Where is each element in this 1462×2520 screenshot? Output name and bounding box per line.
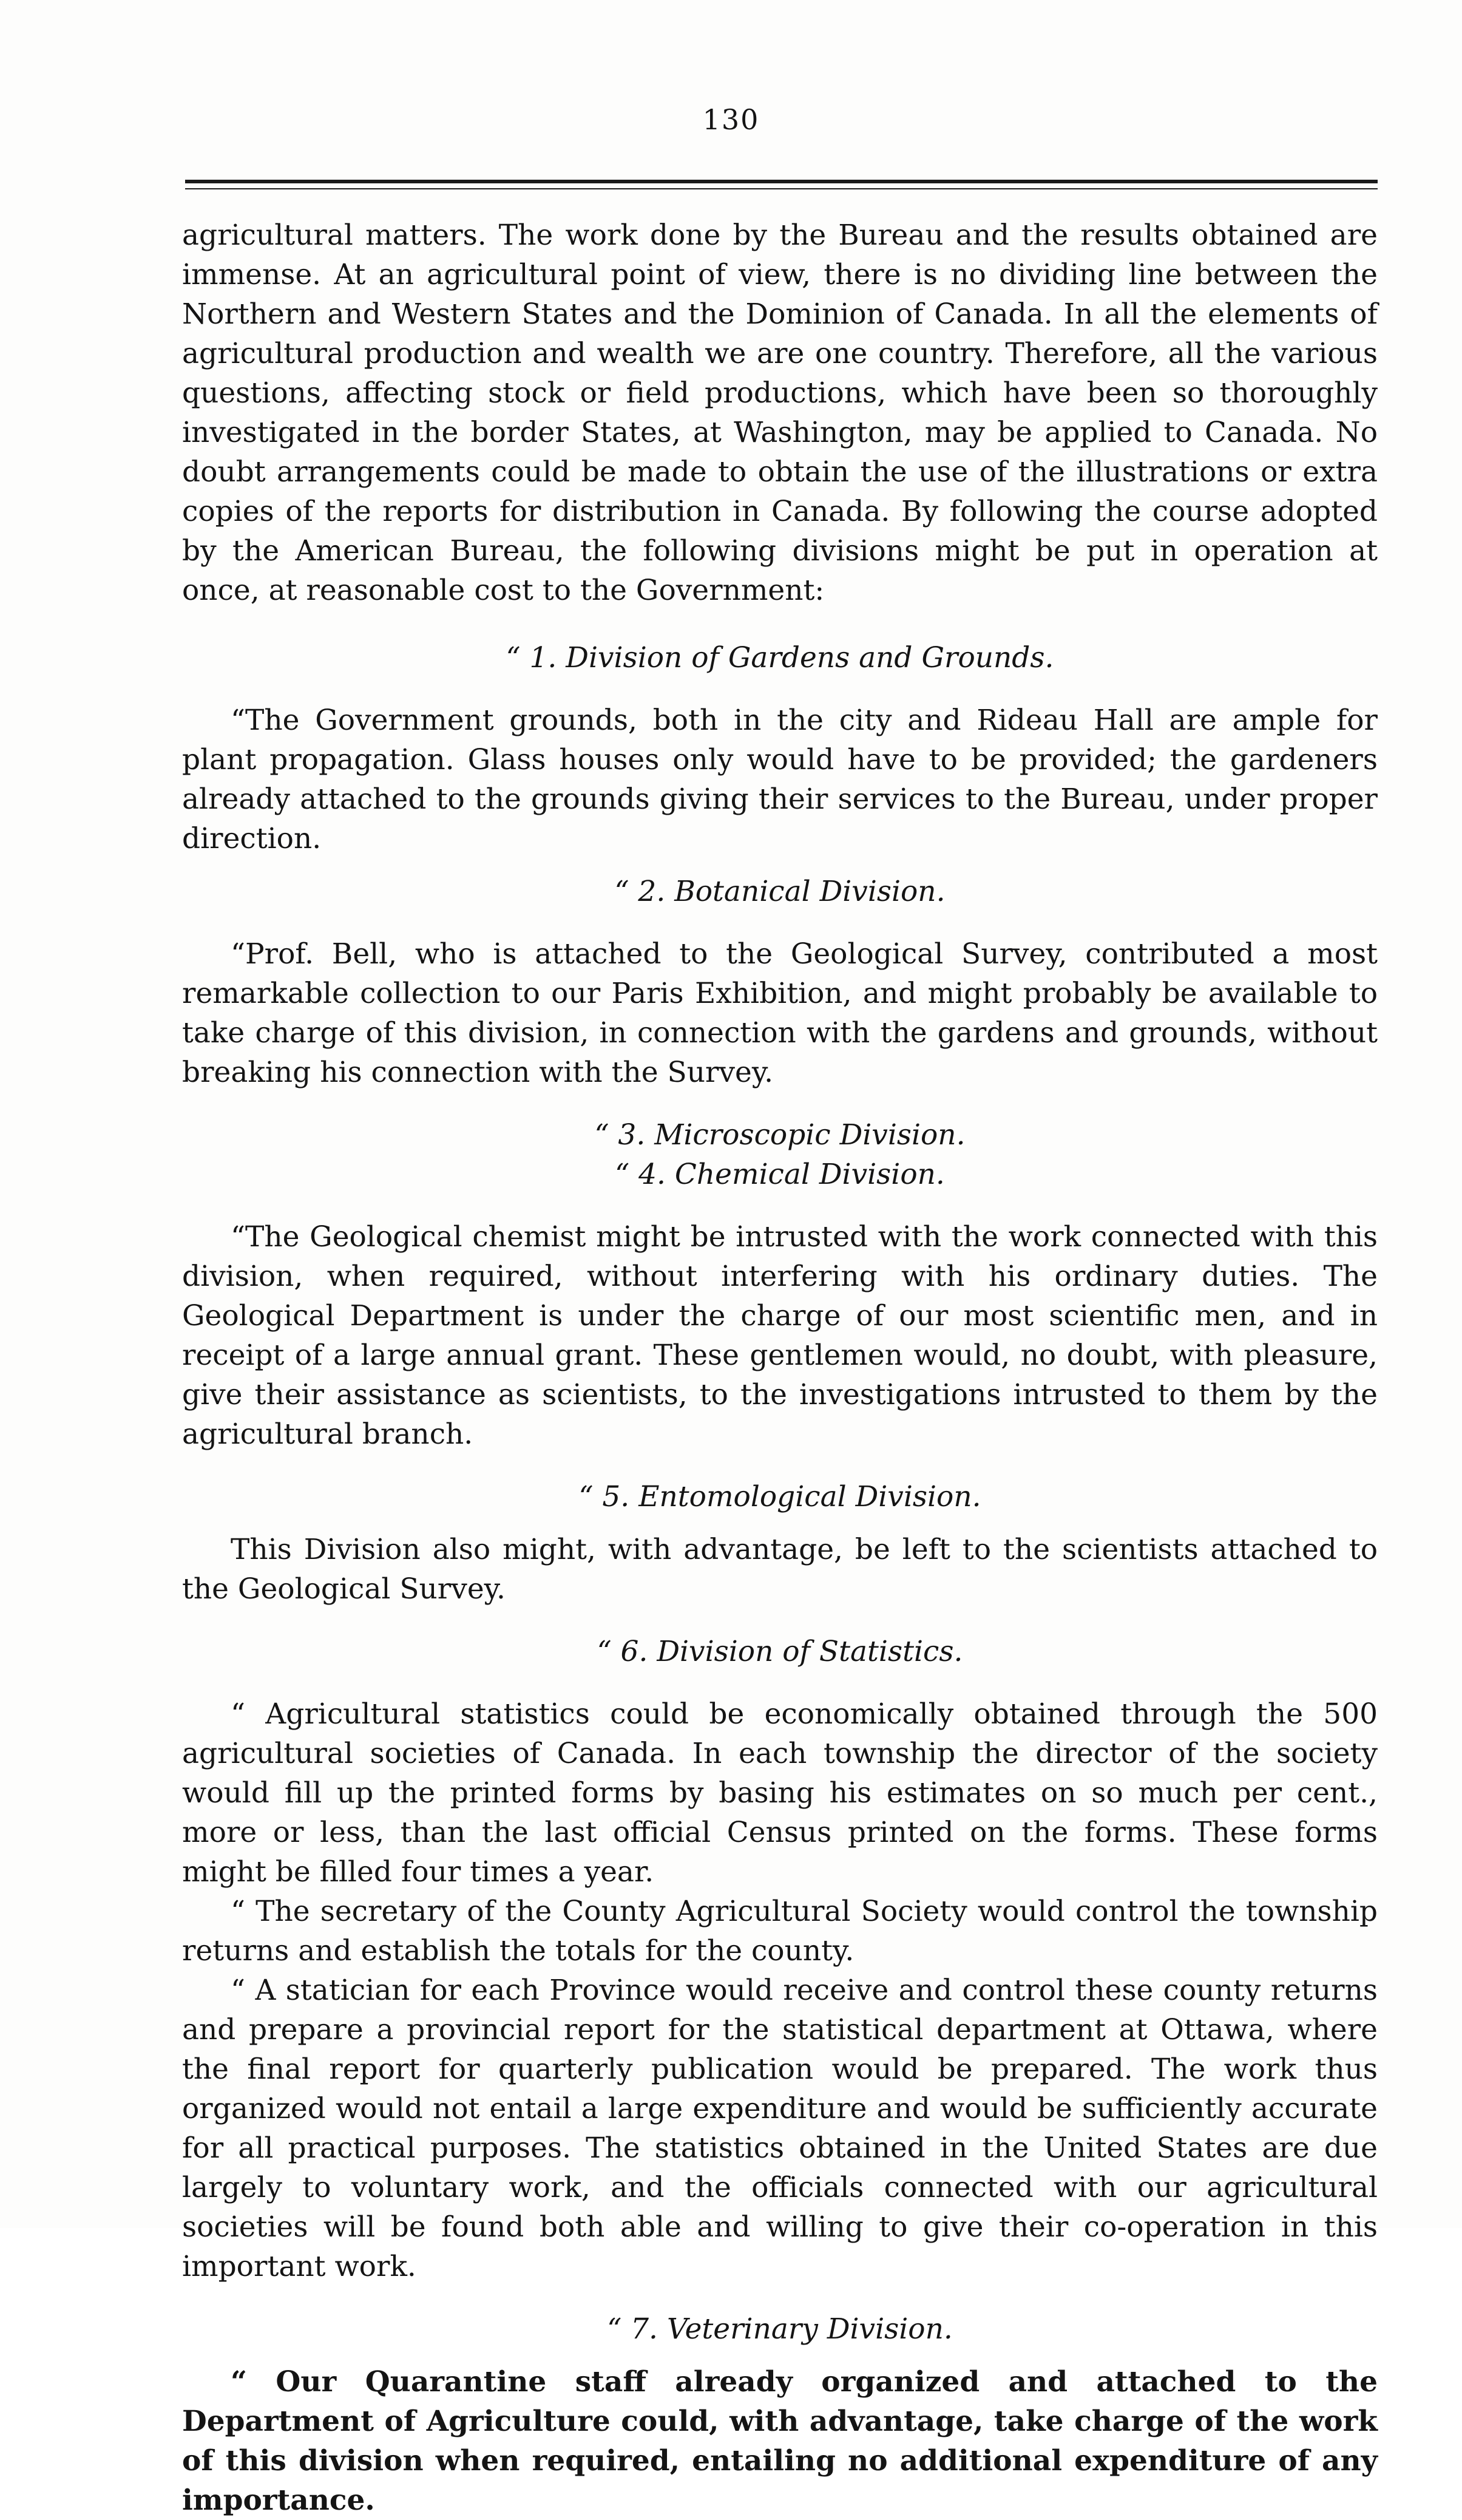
heading-entomological: “ 5. Entomological Division. [578, 1480, 981, 1513]
header-rule-thin [185, 188, 1378, 189]
paragraph-gardens-grounds: “The Government grounds, both in the city and Rideau Hall are ample for plant propagation. Glass houses only would have to be provided; the gardeners already attached to the grounds giving their services to the Bureau, under proper direction. [182, 704, 1378, 855]
heading-botanical: “ 2. Botanical Division. [614, 875, 946, 908]
heading-microscopic: “ 3. Microscopic Division. [594, 1118, 966, 1152]
paragraph-chemical: “The Geological chemist might be intrusted with the work connected with this division, when required, without interfering with his ordinary duties. The Geological Department is under the charge of our most scientific men, and in receipt of a large annual grant. These gentlemen would, no doubt, with pleasure, give their assistance as scientists, to the investigations intrusted to them by the agricultural branch. [182, 1220, 1378, 1451]
paragraph-statistics-county: “ The secretary of the County Agricultural Society would control the township returns and establish the totals for the county. [182, 1895, 1378, 1968]
body-text [182, 216, 1378, 2520]
paragraph-veterinary: “ Our Quarantine staff already organized and attached to the Department of Agriculture could, with advantage, take charge of the work of this division when required, entailing no additional expenditure of any importance. [182, 2365, 1378, 2517]
paragraph-botanical: “Prof. Bell, who is attached to the Geological Survey, contributed a most remarkable collection to our Paris Exhibition, and might probably be available to take charge of this division, in connection with the gardens and grounds, without breaking his connection with the Survey. [182, 937, 1378, 1089]
paragraph-statistics-province: “ A statician for each Province would receive and control these county returns and prepare a provincial report for the statistical department at Ottawa, where the final report for quarterly publication would be prepared. The work thus organized would not entail a large expenditure and would be sufficiently accurate for all practical purposes. The statistics obtained in the United States are due largely to voluntary work, and the officials connected with our agricultural societies will be found both able and willing to give their co-operation in this important work. [182, 1974, 1378, 2283]
page-number: 130 [702, 103, 760, 136]
heading-veterinary: “ 7. Veterinary Division. [607, 2312, 953, 2346]
heading-statistics: “ 6. Division of Statistics. [597, 1635, 963, 1668]
paragraph-bureau-intro: agricultural matters. The work done by the Bureau and the results obtained are immense. At an agricultural point of view, there is no dividing line between the Northern and Western States and the Dominion of Canada. In all the elements of agricultural production and wealth we are one country. Therefore, all the various questions, affecting stock or field productions, which have been so thoroughly investigated in the border States, at Washington, may be applied to Canada. No doubt arrangements could be made to obtain the use of the illustrations or extra copies of the reports for distribution in Canada. By following the course adopted by the American Bureau, the following divisions might be put in operation at once, at reasonable cost to the Government: [182, 219, 1378, 607]
paragraph-statistics-societies: “ Agricultural statistics could be economically obtained through the 500 agricultural societies of Canada. In each township the director of the society would fill up the printed forms by basing his estimates on so much per cent., more or less, than the last official Census printed on the forms. These forms might be filled four times a year. [182, 1697, 1378, 1889]
paragraph-entomological: This Division also might, with advantage, be left to the scientists attached to the Geological Survey. [182, 1533, 1378, 1606]
heading-gardens-grounds: “ 1. Division of Gardens and Grounds. [506, 641, 1054, 674]
heading-chemical: “ 4. Chemical Division. [615, 1158, 945, 1191]
header-rule-thick [185, 180, 1378, 183]
